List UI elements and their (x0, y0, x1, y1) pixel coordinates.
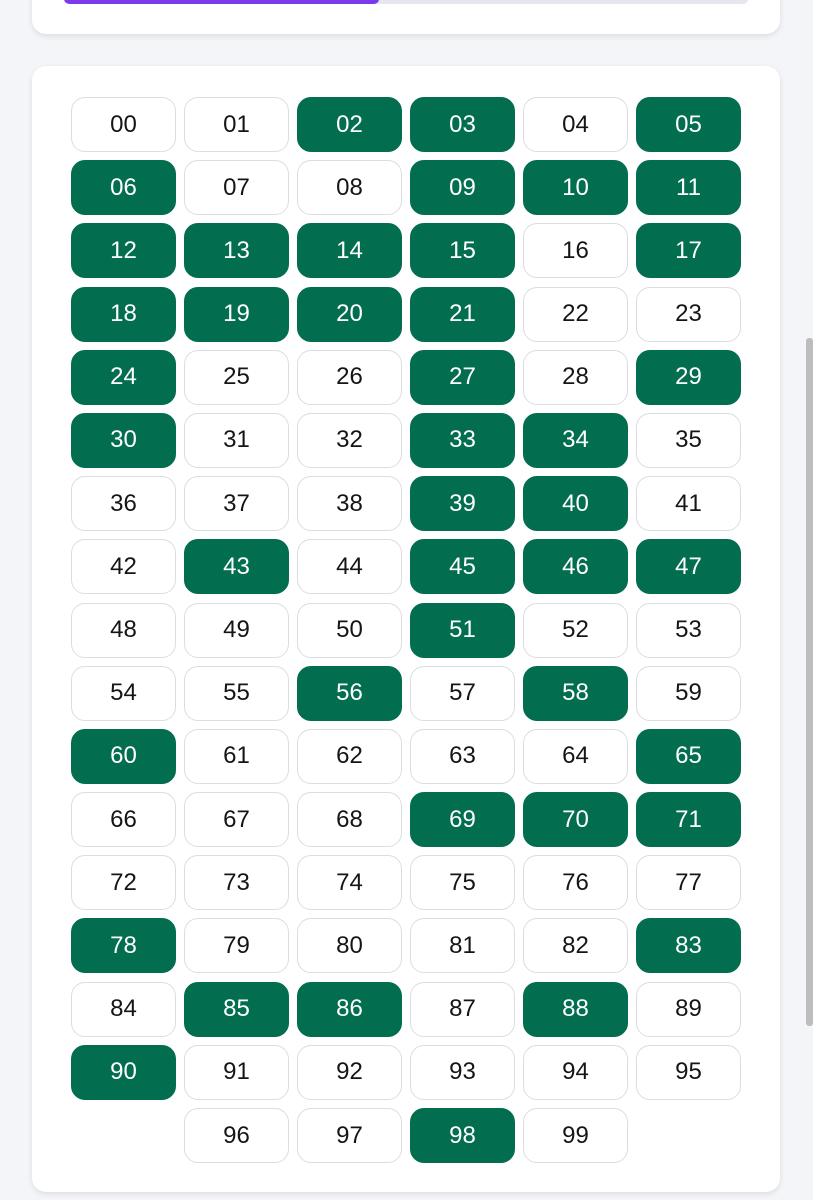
progress-bar (64, 0, 748, 4)
number-cell-47[interactable]: 47 (636, 539, 741, 594)
number-cell-10[interactable]: 10 (523, 160, 628, 215)
number-cell-32[interactable]: 32 (297, 413, 402, 468)
number-cell-87[interactable]: 87 (410, 982, 515, 1037)
number-cell-27[interactable]: 27 (410, 350, 515, 405)
number-cell-11[interactable]: 11 (636, 160, 741, 215)
number-cell-82[interactable]: 82 (523, 918, 628, 973)
number-cell-79[interactable]: 79 (184, 918, 289, 973)
number-cell-01[interactable]: 01 (184, 97, 289, 152)
number-cell-13[interactable]: 13 (184, 223, 289, 278)
number-cell-66[interactable]: 66 (71, 792, 176, 847)
number-cell-14[interactable]: 14 (297, 223, 402, 278)
number-cell-54[interactable]: 54 (71, 666, 176, 721)
number-cell-94[interactable]: 94 (523, 1045, 628, 1100)
number-cell-25[interactable]: 25 (184, 350, 289, 405)
number-cell-72[interactable]: 72 (71, 855, 176, 910)
number-cell-02[interactable]: 02 (297, 97, 402, 152)
number-cell-29[interactable]: 29 (636, 350, 741, 405)
number-cell-78[interactable]: 78 (71, 918, 176, 973)
number-cell-77[interactable]: 77 (636, 855, 741, 910)
number-cell-99[interactable]: 99 (523, 1108, 628, 1163)
number-cell-74[interactable]: 74 (297, 855, 402, 910)
number-cell-53[interactable]: 53 (636, 603, 741, 658)
number-cell-44[interactable]: 44 (297, 539, 402, 594)
number-cell-65[interactable]: 65 (636, 729, 741, 784)
number-cell-86[interactable]: 86 (297, 982, 402, 1037)
number-cell-63[interactable]: 63 (410, 729, 515, 784)
number-cell-42[interactable]: 42 (71, 539, 176, 594)
number-cell-92[interactable]: 92 (297, 1045, 402, 1100)
number-cell-52[interactable]: 52 (523, 603, 628, 658)
number-cell-76[interactable]: 76 (523, 855, 628, 910)
number-cell-31[interactable]: 31 (184, 413, 289, 468)
number-cell-15[interactable]: 15 (410, 223, 515, 278)
number-cell-95[interactable]: 95 (636, 1045, 741, 1100)
number-cell-34[interactable]: 34 (523, 413, 628, 468)
number-cell-09[interactable]: 09 (410, 160, 515, 215)
number-cell-59[interactable]: 59 (636, 666, 741, 721)
number-cell-22[interactable]: 22 (523, 287, 628, 342)
number-cell-73[interactable]: 73 (184, 855, 289, 910)
number-cell-50[interactable]: 50 (297, 603, 402, 658)
number-cell-68[interactable]: 68 (297, 792, 402, 847)
progress-fill (64, 0, 379, 4)
number-cell-46[interactable]: 46 (523, 539, 628, 594)
number-cell-70[interactable]: 70 (523, 792, 628, 847)
number-cell-37[interactable]: 37 (184, 476, 289, 531)
number-cell-17[interactable]: 17 (636, 223, 741, 278)
number-cell-26[interactable]: 26 (297, 350, 402, 405)
number-cell-48[interactable]: 48 (71, 603, 176, 658)
number-cell-08[interactable]: 08 (297, 160, 402, 215)
number-cell-40[interactable]: 40 (523, 476, 628, 531)
number-cell-88[interactable]: 88 (523, 982, 628, 1037)
number-cell-43[interactable]: 43 (184, 539, 289, 594)
number-cell-91[interactable]: 91 (184, 1045, 289, 1100)
number-grid-card (32, 66, 780, 1192)
number-cell-00[interactable]: 00 (71, 97, 176, 152)
number-cell-81[interactable]: 81 (410, 918, 515, 973)
number-cell-21[interactable]: 21 (410, 287, 515, 342)
number-cell-12[interactable]: 12 (71, 223, 176, 278)
number-cell-05[interactable]: 05 (636, 97, 741, 152)
number-cell-83[interactable]: 83 (636, 918, 741, 973)
number-cell-41[interactable]: 41 (636, 476, 741, 531)
number-cell-24[interactable]: 24 (71, 350, 176, 405)
number-cell-60[interactable]: 60 (71, 729, 176, 784)
number-cell-96[interactable]: 96 (184, 1108, 289, 1163)
number-cell-39[interactable]: 39 (410, 476, 515, 531)
number-cell-69[interactable]: 69 (410, 792, 515, 847)
number-grid (71, 97, 741, 1163)
number-cell-03[interactable]: 03 (410, 97, 515, 152)
number-cell-89[interactable]: 89 (636, 982, 741, 1037)
number-cell-18[interactable]: 18 (71, 287, 176, 342)
number-cell-56[interactable]: 56 (297, 666, 402, 721)
number-cell-04[interactable]: 04 (523, 97, 628, 152)
number-cell-20[interactable]: 20 (297, 287, 402, 342)
number-cell-49[interactable]: 49 (184, 603, 289, 658)
number-cell-98[interactable]: 98 (410, 1108, 515, 1163)
progress-card (32, 0, 780, 34)
number-cell-85[interactable]: 85 (184, 982, 289, 1037)
number-cell-93[interactable]: 93 (410, 1045, 515, 1100)
number-cell-62[interactable]: 62 (297, 729, 402, 784)
number-cell-61[interactable]: 61 (184, 729, 289, 784)
scrollbar[interactable] (806, 338, 813, 1026)
number-cell-71[interactable]: 71 (636, 792, 741, 847)
number-cell-57[interactable]: 57 (410, 666, 515, 721)
number-cell-67[interactable]: 67 (184, 792, 289, 847)
number-cell-38[interactable]: 38 (297, 476, 402, 531)
number-cell-55[interactable]: 55 (184, 666, 289, 721)
number-cell-58[interactable]: 58 (523, 666, 628, 721)
number-cell-36[interactable]: 36 (71, 476, 176, 531)
number-cell-64[interactable]: 64 (523, 729, 628, 784)
number-cell-97[interactable]: 97 (297, 1108, 402, 1163)
number-cell-35[interactable]: 35 (636, 413, 741, 468)
number-cell-80[interactable]: 80 (297, 918, 402, 973)
number-cell-45[interactable]: 45 (410, 539, 515, 594)
number-cell-23[interactable]: 23 (636, 287, 741, 342)
number-cell-07[interactable]: 07 (184, 160, 289, 215)
number-cell-75[interactable]: 75 (410, 855, 515, 910)
number-cell-84[interactable]: 84 (71, 982, 176, 1037)
number-cell-30[interactable]: 30 (71, 413, 176, 468)
number-cell-16[interactable]: 16 (523, 223, 628, 278)
number-cell-19[interactable]: 19 (184, 287, 289, 342)
number-cell-90[interactable]: 90 (71, 1045, 176, 1100)
number-cell-28[interactable]: 28 (523, 350, 628, 405)
number-cell-06[interactable]: 06 (71, 160, 176, 215)
number-cell-33[interactable]: 33 (410, 413, 515, 468)
number-cell-51[interactable]: 51 (410, 603, 515, 658)
